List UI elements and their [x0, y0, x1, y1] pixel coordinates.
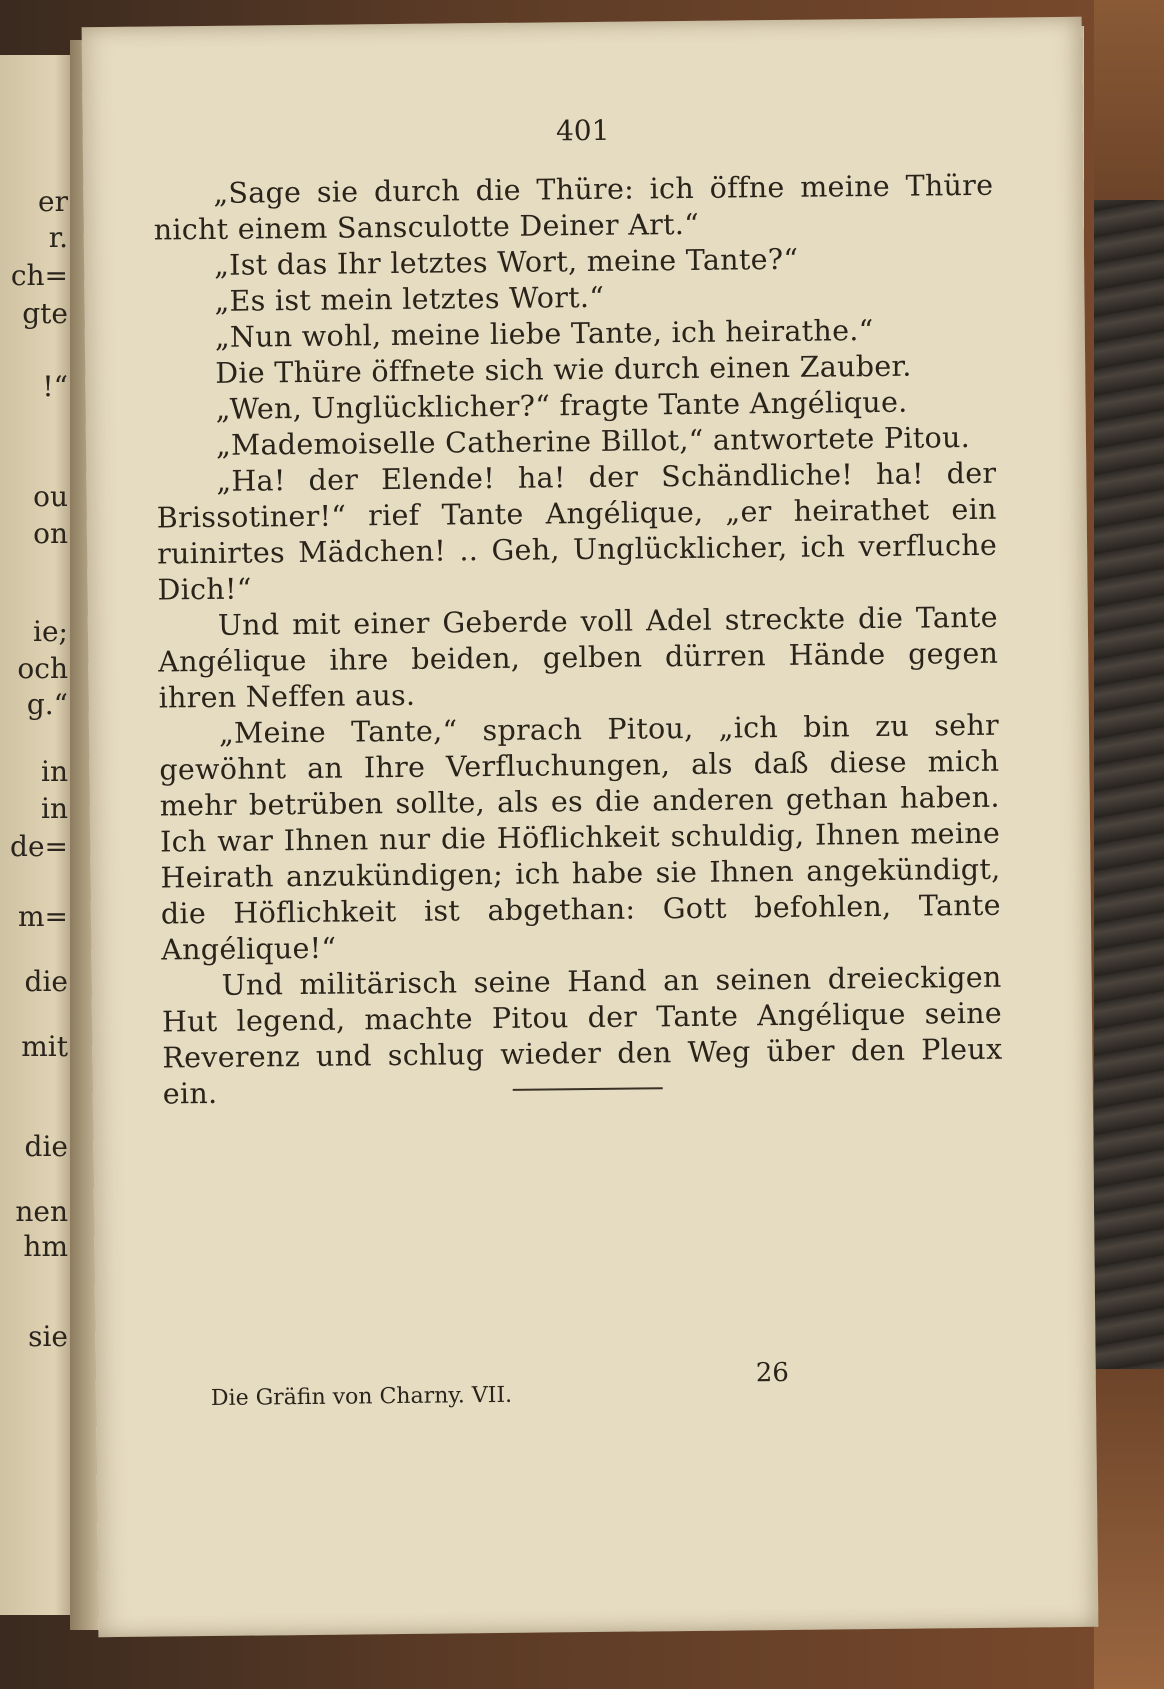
left-fragment: och	[17, 652, 68, 685]
left-fragment: on	[33, 517, 68, 550]
left-fragment: sie	[28, 1320, 68, 1353]
paragraph: „Ha! der Elende! ha! der Schändliche! ha! der Brissotiner!“ rief Tante Angélique, „er heirathet ein ruinirtes Mädchen! .. Geh, Unglücklicher, ich verfluche Dich!“	[156, 456, 998, 607]
left-fragment: m=	[17, 900, 68, 933]
leather-corner-top	[1094, 0, 1164, 200]
left-fragment: g.“	[26, 688, 68, 721]
paragraph: „Wen, Unglücklicher?“ fragte Tante Angélique.	[215, 385, 908, 426]
left-fragment: er	[38, 185, 68, 218]
left-fragment: gte	[22, 297, 68, 330]
paragraph: „Nun wohl, meine liebe Tante, ich heirathe.“	[214, 314, 874, 354]
left-fragment: ie;	[33, 615, 68, 648]
left-fragment: ou	[33, 480, 68, 513]
paragraph: „Meine Tante,“ sprach Pitou, „ich bin zu sehr gewöhnt an Ihre Verfluchungen, als daß diese mich mehr betrüben sollte, als es die anderen gethan haben. Ich war Ihnen nur die Höflichkeit schuldig, Ihnen meine Heirath anzukündigen; ich habe sie Ihnen angekündigt, die Höflichkeit ist abgethan: Gott befohlen, Tante Angélique!“	[159, 708, 1002, 967]
left-fragment: ch=	[10, 259, 68, 292]
left-fragment: die	[24, 965, 68, 998]
right-page	[82, 17, 1099, 1637]
left-fragment: in	[41, 792, 68, 825]
left-fragment: !“	[42, 370, 68, 403]
paragraph: „Es ist mein letztes Wort.“	[214, 280, 605, 318]
left-fragment: die	[24, 1130, 68, 1163]
paragraph: Die Thüre öffnete sich wie durch einen Zauber.	[215, 349, 912, 390]
left-fragment: nen	[15, 1195, 68, 1228]
paragraph: Und mit einer Geberde voll Adel streckte die Tante Angélique ihre beiden, gelben dürren Hände gegen ihren Neffen aus.	[158, 600, 999, 715]
body-text	[153, 168, 1003, 1113]
leather-corner-bottom	[1094, 1369, 1164, 1689]
left-fragment: r.	[48, 221, 68, 254]
paragraph: Und militärisch seine Hand an seinen dreieckigen Hut legend, machte Pitou der Tante Angélique seine Reverenz und schlug wieder den Weg über den Pleux ein.	[161, 960, 1003, 1111]
signature-mark: 26	[755, 1357, 789, 1389]
left-fragment: de=	[10, 830, 68, 863]
footer-book-title: Die Gräfin von Charny. VII.	[210, 1382, 513, 1411]
book-spine	[1094, 0, 1164, 1689]
left-page-edge	[0, 55, 78, 1615]
left-fragment: mit	[21, 1030, 68, 1063]
left-fragment: in	[41, 755, 68, 788]
paragraph: „Ist das Ihr letztes Wort, meine Tante?“	[213, 242, 799, 282]
left-fragment: hm	[23, 1230, 68, 1263]
page-number: 401	[555, 113, 610, 148]
paragraph: „Mademoiselle Catherine Billot,“ antwortete Pitou.	[215, 421, 971, 462]
paragraph: „Sage sie durch die Thüre: ich öffne meine Thüre nicht einem Sansculotte Deiner Art.“	[153, 168, 994, 247]
